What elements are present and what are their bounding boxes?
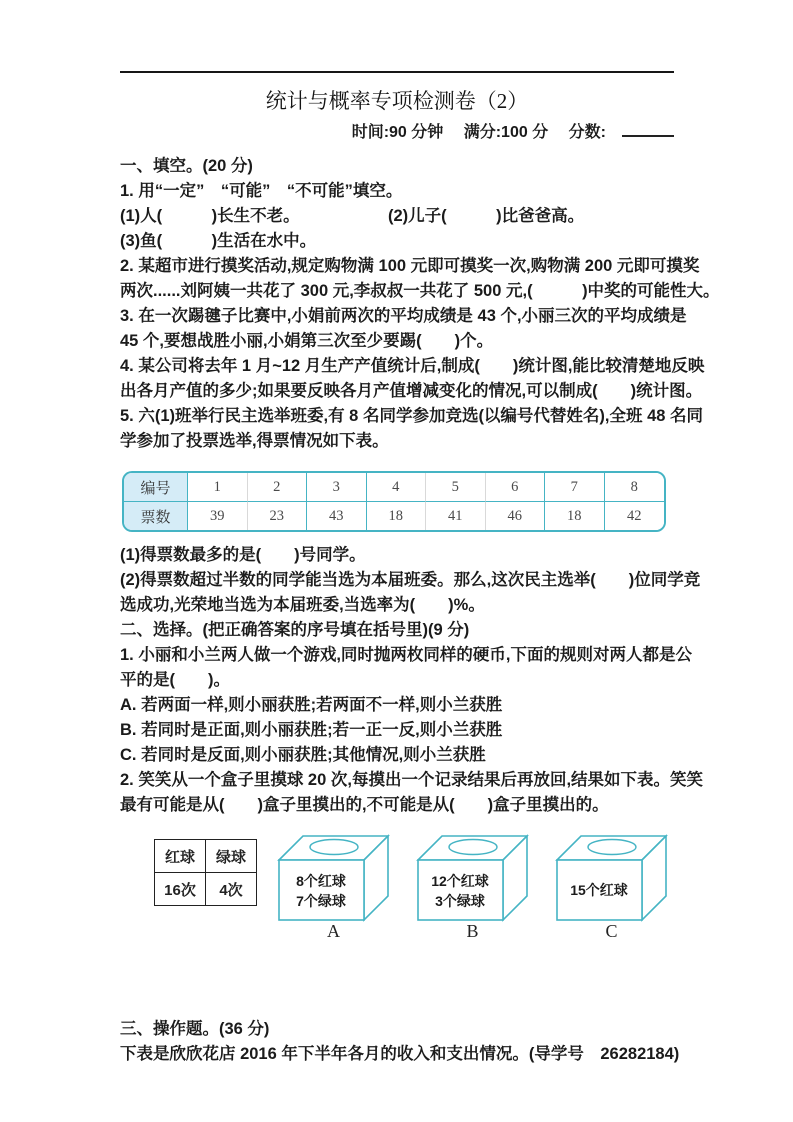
top-rule-divider: [120, 71, 674, 73]
fill-q5-sub2-line1: (2)得票数超过半数的同学能当选为本届班委。那么,这次民主选举( )位同学竞: [120, 571, 701, 589]
vote-table-rowlabel-number: 编号: [124, 473, 188, 502]
fill-q1-item1: (1)人( )长生不老。: [120, 207, 300, 225]
meta-fullscore: 满分:100 分: [463, 124, 549, 141]
fill-q1-intro: 1. 用“一定” “可能” “不可能”填空。: [120, 182, 403, 200]
vote-table-number-cell: 7: [545, 473, 605, 502]
choice-q1-option-a: A. 若两面一样,则小丽获胜;若两面不一样,则小兰获胜: [120, 696, 503, 714]
box-a-line1: 8个红球: [296, 873, 346, 889]
box-b-line1: 12个红球: [431, 873, 489, 889]
result-header-green: 绿球: [206, 840, 257, 873]
vote-table-wrapper: [122, 471, 666, 532]
choice-q1-option-b: B. 若同时是正面,则小丽获胜;若一正一反,则小兰获胜: [120, 721, 503, 739]
choice-q1-line2: 平的是( )。: [120, 671, 230, 689]
vote-table-vote-cell: 42: [605, 502, 665, 530]
box-hole-ellipse: [310, 840, 358, 855]
box-c-label: C: [605, 921, 618, 941]
vote-table-vote-cell: 43: [307, 502, 367, 530]
vote-table-vote-cell: 23: [248, 502, 308, 530]
box-hole-ellipse: [588, 840, 636, 855]
vote-table-number-cell: 6: [486, 473, 546, 502]
meta-time: 时间:90 分钟: [351, 124, 444, 141]
box-b-label: B: [466, 921, 479, 941]
box-a-label: A: [327, 921, 340, 941]
fill-q5-sub1: (1)得票数最多的是( )号同学。: [120, 546, 366, 564]
fill-q1-item3: (3)鱼( )生活在水中。: [120, 232, 317, 250]
section1-heading: 一、填空。(20 分): [120, 157, 253, 175]
vote-table-number-cell: 4: [367, 473, 427, 502]
vote-table-number-cell: 5: [426, 473, 486, 502]
fill-q3-line2: 45 个,要想战胜小丽,小娟第三次至少要踢( )个。: [120, 332, 494, 350]
choice-q1-line1: 1. 小丽和小兰两人做一个游戏,同时抛两枚同样的硬币,下面的规则对两人都是公: [120, 646, 693, 664]
result-value-red: 16次: [155, 873, 206, 906]
vote-table-number-cell: 2: [248, 473, 308, 502]
fill-q5-line1: 5. 六(1)班举行民主选举班委,有 8 名同学参加竞选(以编号代替姓名),全班 48 名同: [120, 407, 704, 425]
fill-q5-sub2-line2: 选成功,光荣地当选为本届班委,当选率为( )%。: [120, 596, 485, 614]
operate-intro: 下表是欣欣花店 2016 年下半年各月的收入和支出情况。(导学号 26282184): [120, 1045, 680, 1063]
score-blank-line: [622, 121, 674, 137]
section3-heading: 三、操作题。(36 分): [120, 1020, 270, 1038]
result-value-green: 4次: [206, 873, 257, 906]
box-c-figure: [549, 828, 674, 942]
fill-q3-line1: 3. 在一次踢毽子比赛中,小娟前两次的平均成绩是 43 个,小丽三次的平均成绩是: [120, 307, 687, 325]
vote-table-vote-cell: 18: [545, 502, 605, 530]
vote-table-number-cell: 3: [307, 473, 367, 502]
box-b-line2: 3个绿球: [435, 893, 485, 909]
result-header-red: 红球: [155, 840, 206, 873]
vote-table: [122, 471, 666, 532]
box-a-figure: [271, 828, 396, 942]
vote-table-vote-cell: 46: [486, 502, 546, 530]
vote-table-vote-cell: 18: [367, 502, 427, 530]
vote-table-vote-cell: 41: [426, 502, 486, 530]
choice-q1-option-c: C. 若同时是反面,则小丽获胜;其他情况,则小兰获胜: [120, 746, 486, 764]
paper-content: [120, 0, 720, 1067]
meta-score-label: 分数:: [568, 124, 606, 141]
vote-table-number-cell: 8: [605, 473, 665, 502]
box-a-drawing: [271, 828, 396, 923]
vote-table-vote-cell: 39: [188, 502, 248, 530]
box-c-drawing: [549, 828, 674, 923]
ball-boxes-figure: [154, 828, 674, 941]
vote-table-number-cell: 1: [188, 473, 248, 502]
fill-q1-row: [120, 204, 674, 229]
vote-table-rowlabel-votes: 票数: [124, 502, 188, 530]
fill-q2-line1: 2. 某超市进行摸奖活动,规定购物满 100 元即可摸奖一次,购物满 200 元即可摸奖: [120, 257, 700, 275]
box-a-line2: 7个绿球: [296, 893, 346, 909]
paper-meta-line: [120, 121, 674, 145]
fill-q4-line1: 4. 某公司将去年 1 月~12 月生产产值统计后,制成( )统计图,能比较清楚地反映: [120, 357, 705, 375]
fill-q1-item2: (2)儿子( )比爸爸高。: [388, 207, 585, 225]
fill-q2-line2: 两次......刘阿姨一共花了 300 元,李叔叔一共花了 500 元,( )中奖的可能性大。: [120, 282, 720, 300]
box-b-drawing: [410, 828, 535, 923]
draw-result-table: [154, 839, 257, 906]
box-hole-ellipse: [449, 840, 497, 855]
box-b-figure: [410, 828, 535, 942]
fill-q5-line2: 学参加了投票选举,得票情况如下表。: [120, 432, 389, 450]
box-c-line1: 15个红球: [570, 882, 628, 898]
choice-q2-line1: 2. 笑笑从一个盒子里摸球 20 次,每摸出一个记录结果后再放回,结果如下表。笑笑: [120, 771, 704, 789]
fill-q4-line2: 出各月产值的多少;如果要反映各月产值增减变化的情况,可以制成( )统计图。: [120, 382, 703, 400]
choice-q2-line2: 最有可能是从( )盒子里摸出的,不可能是从( )盒子里摸出的。: [120, 796, 609, 814]
section2-heading: 二、选择。(把正确答案的序号填在括号里)(9 分): [120, 621, 470, 639]
paper-title: 统计与概率专项检测卷（2）: [265, 89, 529, 113]
